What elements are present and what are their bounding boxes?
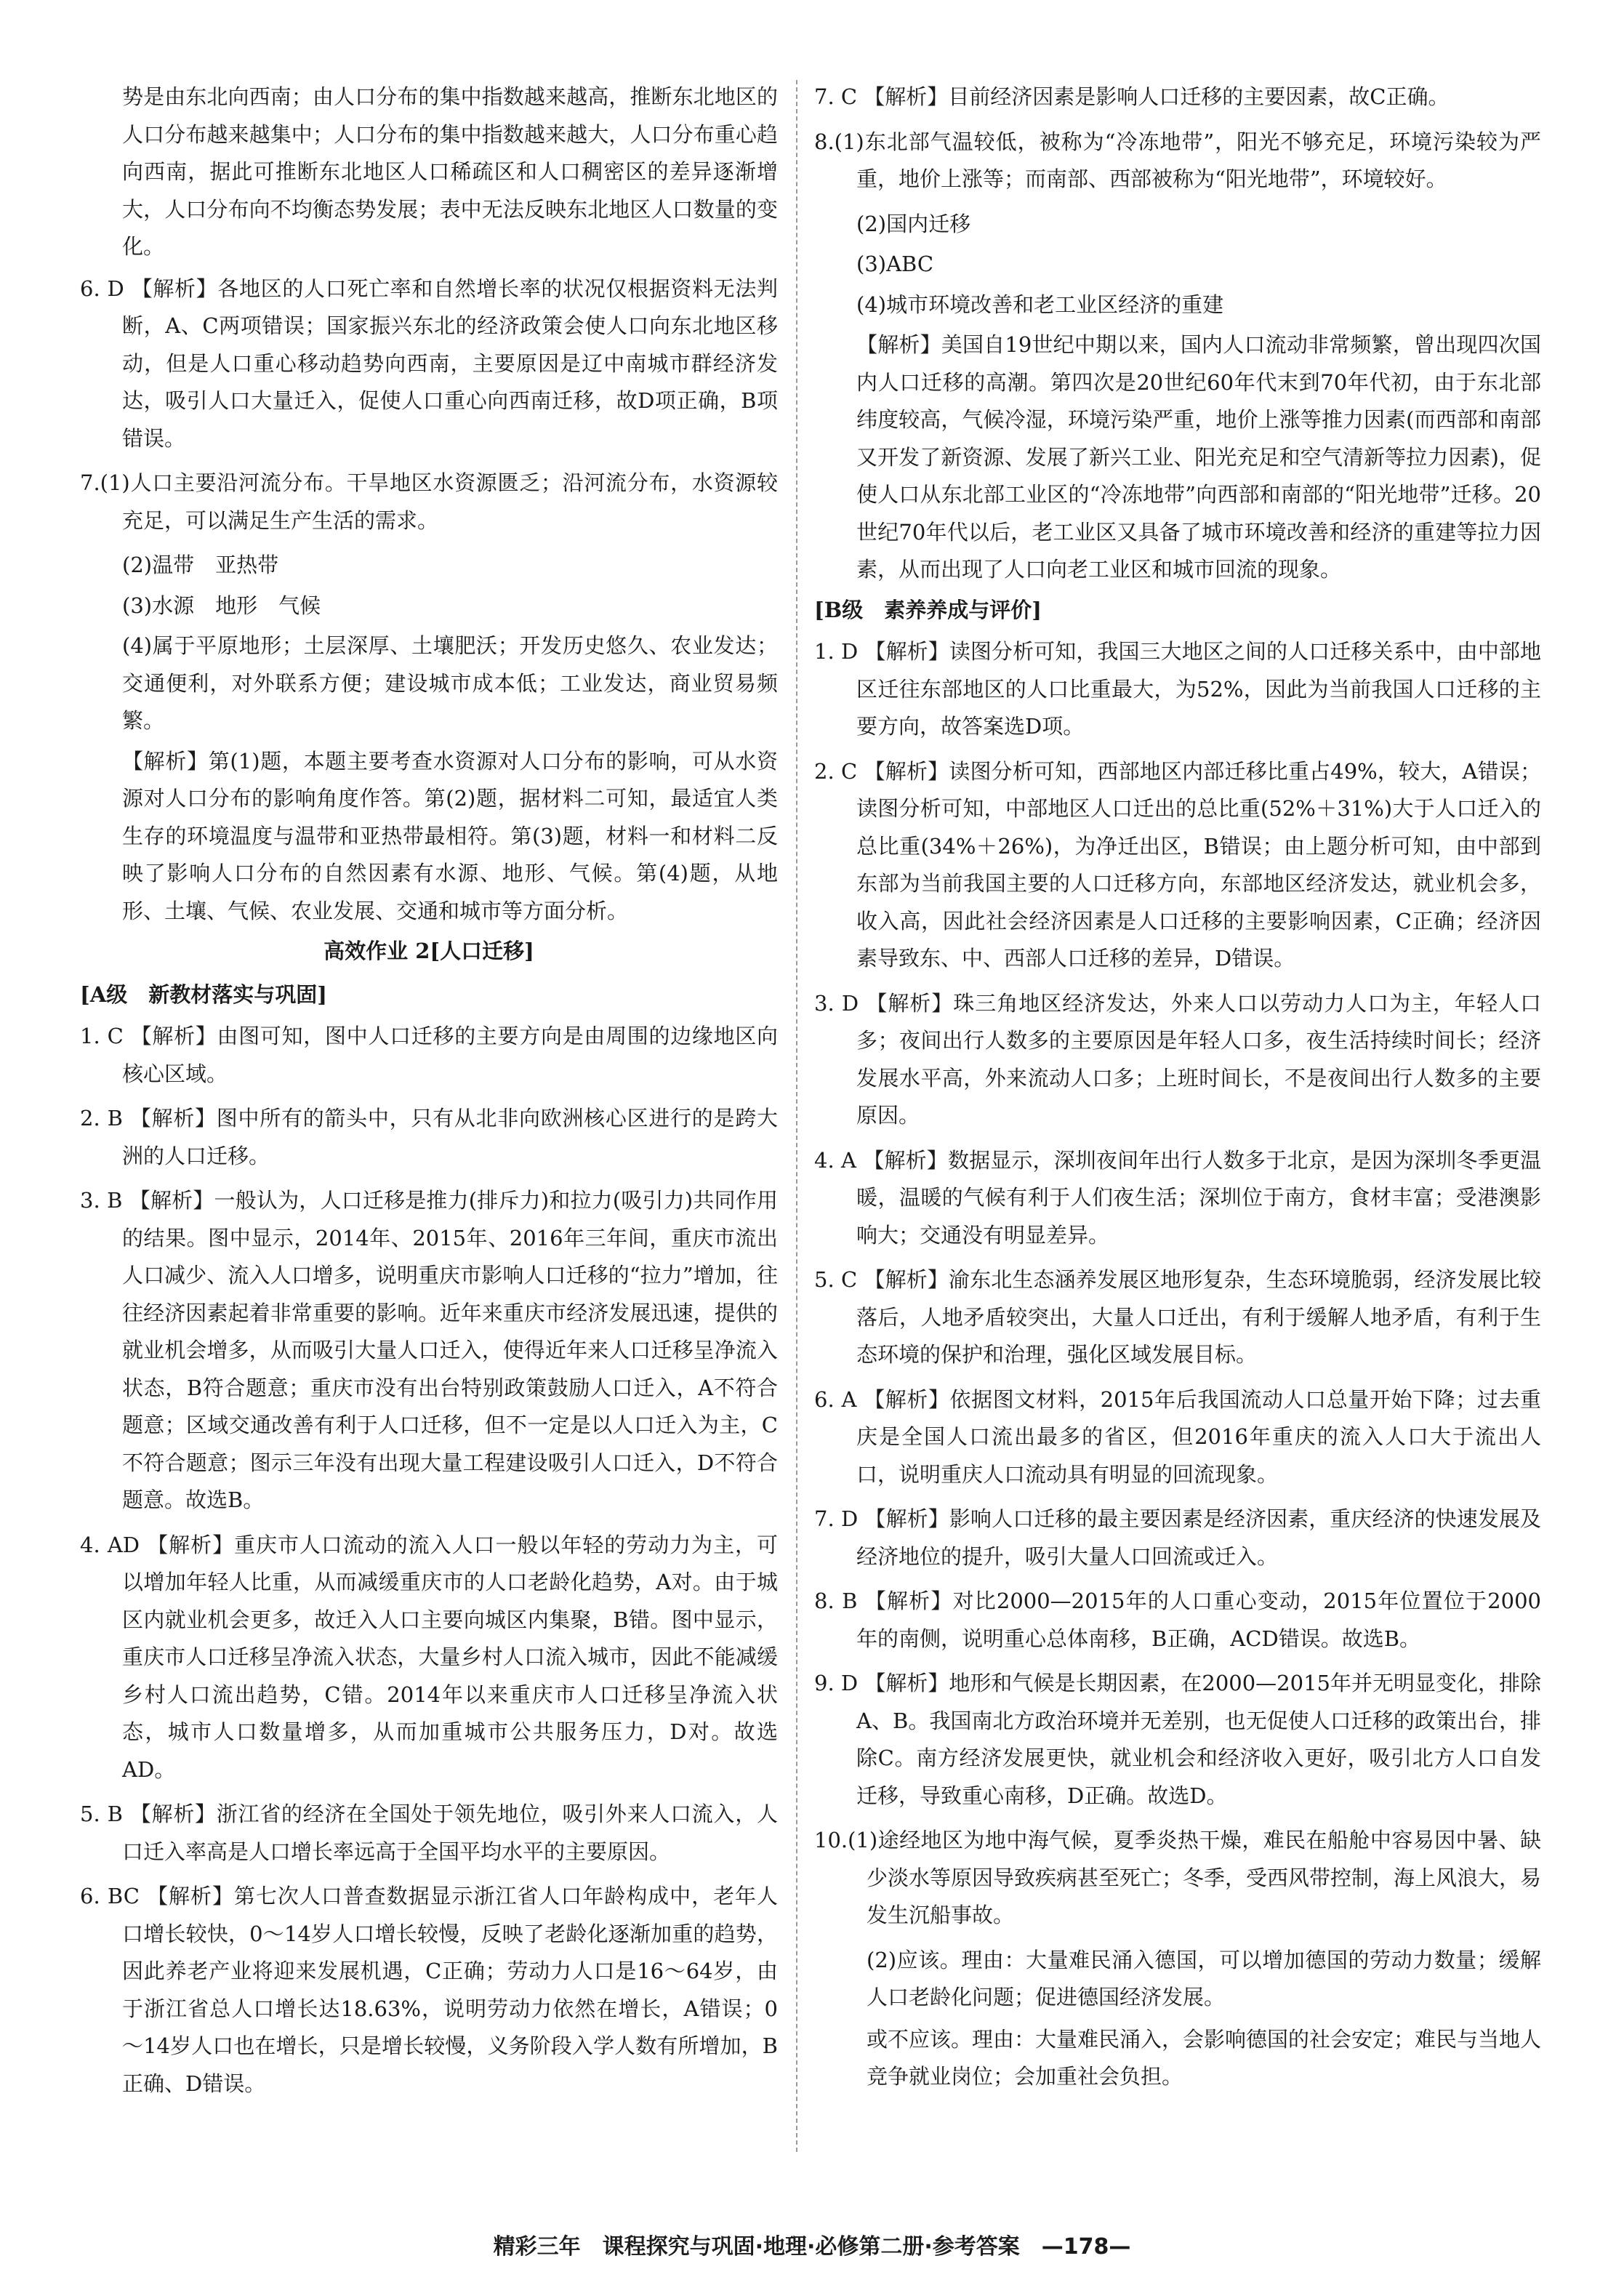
column-divider bbox=[796, 80, 797, 2152]
section-b-answer-9: 9. D 【解析】地形和气候是长期因素，在2000—2015年并无明显变化，排除A、B。我国南北方政治环境并无差别，也无促使人口迁移的政策出台，排除C。南方经济发展更快，就业机会和经济收入更好，吸引北方人口自发迁移，导致重心南移，D正确。故选D。 bbox=[814, 1671, 1541, 1808]
section-b-answer-10-part-3: 或不应该。理由：大量难民涌入，会影响德国的社会安定；难民与当地人竞争就业岗位；会加重社会负担。 bbox=[867, 2026, 1542, 2089]
answer-7-part-2: (2)温带 亚热带 bbox=[122, 553, 279, 577]
section-b-answer-3: 3. D 【解析】珠三角地区经济发达，外来人口以劳动力人口为主，年轻人口多；夜间出行人数多的主要原因是年轻人口多，夜生活持续时间长；经济发展水平高，外来流动人口多；上班时间长，不是夜间出行人数多的主要原因。 bbox=[814, 990, 1541, 1128]
right-column bbox=[814, 79, 1541, 2100]
section-a-answer-2: 2. B 【解析】图中所有的箭头中，只有从北非向欧洲核心区进行的是跨大洲的人口迁移。 bbox=[80, 1106, 778, 1168]
answer-7-analysis: 【解析】第(1)题，本题主要考查水资源对人口分布的影响，可从水资源对人口分布的影响角度作答。第(2)题，据材料二可知，最适宜人类生存的环境温度与温带和亚热带最相符。第(3)题，材料一和材料二反映了影响人口分布的自然因素有水源、地形、气候。第(4)题，从地形、土壤、气候、农业发展、交通和城市等方面分析。 bbox=[122, 748, 778, 923]
homework-title: 高效作业 2[人口迁移] bbox=[323, 939, 534, 963]
section-b-answer-5: 5. C 【解析】渝东北生态涵养发展区地形复杂，生态环境脆弱，经济发展比较落后，人地矛盾较突出，大量人口迁出，有利于缓解人地矛盾，有利于生态环境的保护和治理，强化区域发展目标。 bbox=[814, 1267, 1541, 1367]
section-b-answer-8: 8. B 【解析】对比2000—2015年的人口重心变动，2015年位置位于2000年的南侧，说明重心总体南移，B正确，ACD错误。故选B。 bbox=[814, 1589, 1541, 1651]
answer-8-analysis: 【解析】美国自19世纪中期以来，国内人口流动非常频繁，曾出现四次国内人口迁移的高潮。第四次是20世纪60年代末到70年代初，由于东北部纬度较高，气候冷湿，环境污染严重，地价上涨等推力因素(而西部和南部又开发了新资源、发展了新兴工业、阳光充足和空气清新等拉力因素)，促使人口从东北部工业区的“冷冻地带”向西部和南部的“阳光地带”迁移。20世纪70年代以后，老工业区又具备了城市环境改善和经济的重建等拉力因素，从而出现了人口向老工业区和城市回流的现象。 bbox=[856, 332, 1541, 582]
answer-8-part-3: (3)ABC bbox=[856, 252, 934, 276]
section-b-answer-10-part-2: (2)应该。理由：大量难民涌入德国，可以增加德国的劳动力数量；缓解人口老龄化问题；促进德国经济发展。 bbox=[867, 1947, 1541, 2009]
section-b-answer-10-part-1: 10.(1)途经地区为地中海气候，夏季炎热干燥，难民在船舱中容易因中暑、缺少淡水等原因导致疾病甚至死亡；冬季，受西风带控制，海上风浪大，易发生沉船事故。 bbox=[814, 1828, 1542, 1927]
page-footer: 精彩三年 课程探究与巩固·地理·必修第二册·参考答案 —178— bbox=[493, 2234, 1131, 2260]
answer-7-right: 7. C 【解析】目前经济因素是影响人口迁移的主要因素，故C正确。 bbox=[814, 84, 1450, 109]
section-a-answer-4: 4. AD 【解析】重庆市人口流动的流入人口一般以年轻的劳动力为主，可以增加年轻人比重，从而减缓重庆市的人口老龄化趋势，A对。由于城区内就业机会更多，故迁入人口主要向城区内集聚，B错。图中显示，重庆市人口迁移呈净流入状态，大量乡村人口流入城市，因此不能减缓乡村人口流出趋势，C错。2014年以来重庆市人口迁移呈净流入状态，城市人口数量增多，从而加重城市公共服务压力，D对。故选AD。 bbox=[80, 1532, 778, 1782]
section-b-answer-1: 1. D 【解析】读图分析可知，我国三大地区之间的人口迁移关系中，由中部地区迁往东部地区的人口比重最大，为52%，因此为当前我国人口迁移的主要方向，故答案选D项。 bbox=[814, 639, 1541, 739]
section-b-answer-7: 7. D 【解析】影响人口迁移的最主要因素是经济因素，重庆经济的快速发展及经济地位的提升，吸引大量人口回流或迁入。 bbox=[814, 1506, 1541, 1569]
section-a-heading: [A级 新教材落实与巩固] bbox=[80, 981, 327, 1007]
section-a-answer-3: 3. B 【解析】一般认为，人口迁移是推力(排斥力)和拉力(吸引力)共同作用的结果。图中显示，2014年、2015年、2016年三年间，重庆市流出人口减少、流入人口增多，说明重庆市影响人口迁移的“拉力”增加，往往经济因素起着非常重要的影响。近年来重庆市经济发展迅速，提供的就业机会增多，从而吸引大量人口迁入，使得近年来人口迁移呈净流入状态，B符合题意；重庆市没有出台特别政策鼓励人口迁入，A不符合题意；区域交通改善有利于人口迁移，但不一定是以人口迁入为主，C不符合题意；图示三年没有出现大量工程建设吸引人口迁入，D不符合题意。故选B。 bbox=[80, 1188, 778, 1512]
answer-8-part-2: (2)国内迁移 bbox=[856, 211, 971, 236]
continued-answer: 势是由东北向西南；由人口分布的集中指数越来越高，推断东北地区的人口分布越来越集中；人口分布的集中指数越来越大，人口分布重心趋向西南，据此可推断东北地区人口稀疏区和人口稠密区的差异逐渐增大，人口分布向不均衡态势发展；表中无法反映东北地区人口数量的变化。 bbox=[122, 84, 778, 259]
section-b-answer-2: 2. C 【解析】读图分析可知，西部地区内部迁移比重占49%，较大，A错误；读图分析可知，中部地区人口迁出的总比重(52%＋31%)大于人口迁入的总比重(34%＋26%)，为净迁出区，B错误；由上题分析可知，由中部到东部为当前我国主要的人口迁移方向，东部地区经济发达，就业机会多，收入高，因此社会经济因素是人口迁移的主要影响因素，C正确；经济因素导致东、中、西部人口迁移的差异，D错误。 bbox=[814, 758, 1541, 971]
section-b-answer-4: 4. A 【解析】数据显示，深圳夜间年出行人数多于北京，是因为深圳冬季更温暖，温暖的气候有利于人们夜生活；深圳位于南方，食材丰富；受港澳影响大；交通没有明显差异。 bbox=[814, 1147, 1541, 1248]
answer-7-part-3: (3)水源 地形 气候 bbox=[122, 593, 321, 618]
answer-7-part-4: (4)属于平原地形；土层深厚、土壤肥沃；开发历史悠久、农业发达；交通便利，对外联系方便；建设城市成本低；工业发达，商业贸易频繁。 bbox=[122, 633, 778, 733]
section-b-heading: [B级 素养养成与评价] bbox=[814, 597, 1042, 622]
left-column bbox=[80, 79, 778, 2110]
answer-8-part-4: (4)城市环境改善和老工业区经济的重建 bbox=[856, 292, 1224, 317]
answer-6: 6. D 【解析】各地区的人口死亡率和自然增长率的状况仅根据资料无法判断，A、C两项错误；国家振兴东北的经济政策会使人口向东北地区移动，但是人口重心移动趋势向西南，主要原因是辽中南城市群经济发达，吸引人口大量迁入，促使人口重心向西南迁移，故D项正确，B项错误。 bbox=[80, 276, 778, 451]
section-a-answer-6: 6. BC 【解析】第七次人口普查数据显示浙江省人口年龄构成中，老年人口增长较快，0～14岁人口增长较慢，反映了老龄化逐渐加重的趋势，因此养老产业将迎来发展机遇，C正确；劳动力人口是16～64岁，由于浙江省总人口增长达18.63%，说明劳动力依然在增长，A错误；0～14岁人口也在增长，只是增长较慢，义务阶段入学人数有所增加，B正确、D错误。 bbox=[80, 1884, 778, 2096]
section-a-answer-5: 5. B 【解析】浙江省的经济在全国处于领先地位，吸引外来人口流入，人口迁入率高是人口增长率远高于全国平均水平的主要原因。 bbox=[80, 1802, 778, 1864]
answer-7-part-1: 7.(1)人口主要沿河流分布。干旱地区水资源匮乏；沿河流分布，水资源较充足，可以满足生产生活的需求。 bbox=[80, 470, 778, 533]
answer-8-part-1: 8.(1)东北部气温较低，被称为“冷冻地带”，阳光不够充足，环境污染较为严重，地价上涨等；而南部、西部被称为“阳光地带”，环境较好。 bbox=[814, 129, 1541, 191]
section-a-answer-1: 1. C 【解析】由图可知，图中人口迁移的主要方向是由周围的边缘地区向核心区域。 bbox=[80, 1024, 778, 1086]
section-b-answer-6: 6. A 【解析】依据图文材料，2015年后我国流动人口总量开始下降；过去重庆是全国人口流出最多的省区，但2016年重庆的流入人口大于流出人口，说明重庆人口流动具有明显的回流现象。 bbox=[814, 1386, 1541, 1487]
